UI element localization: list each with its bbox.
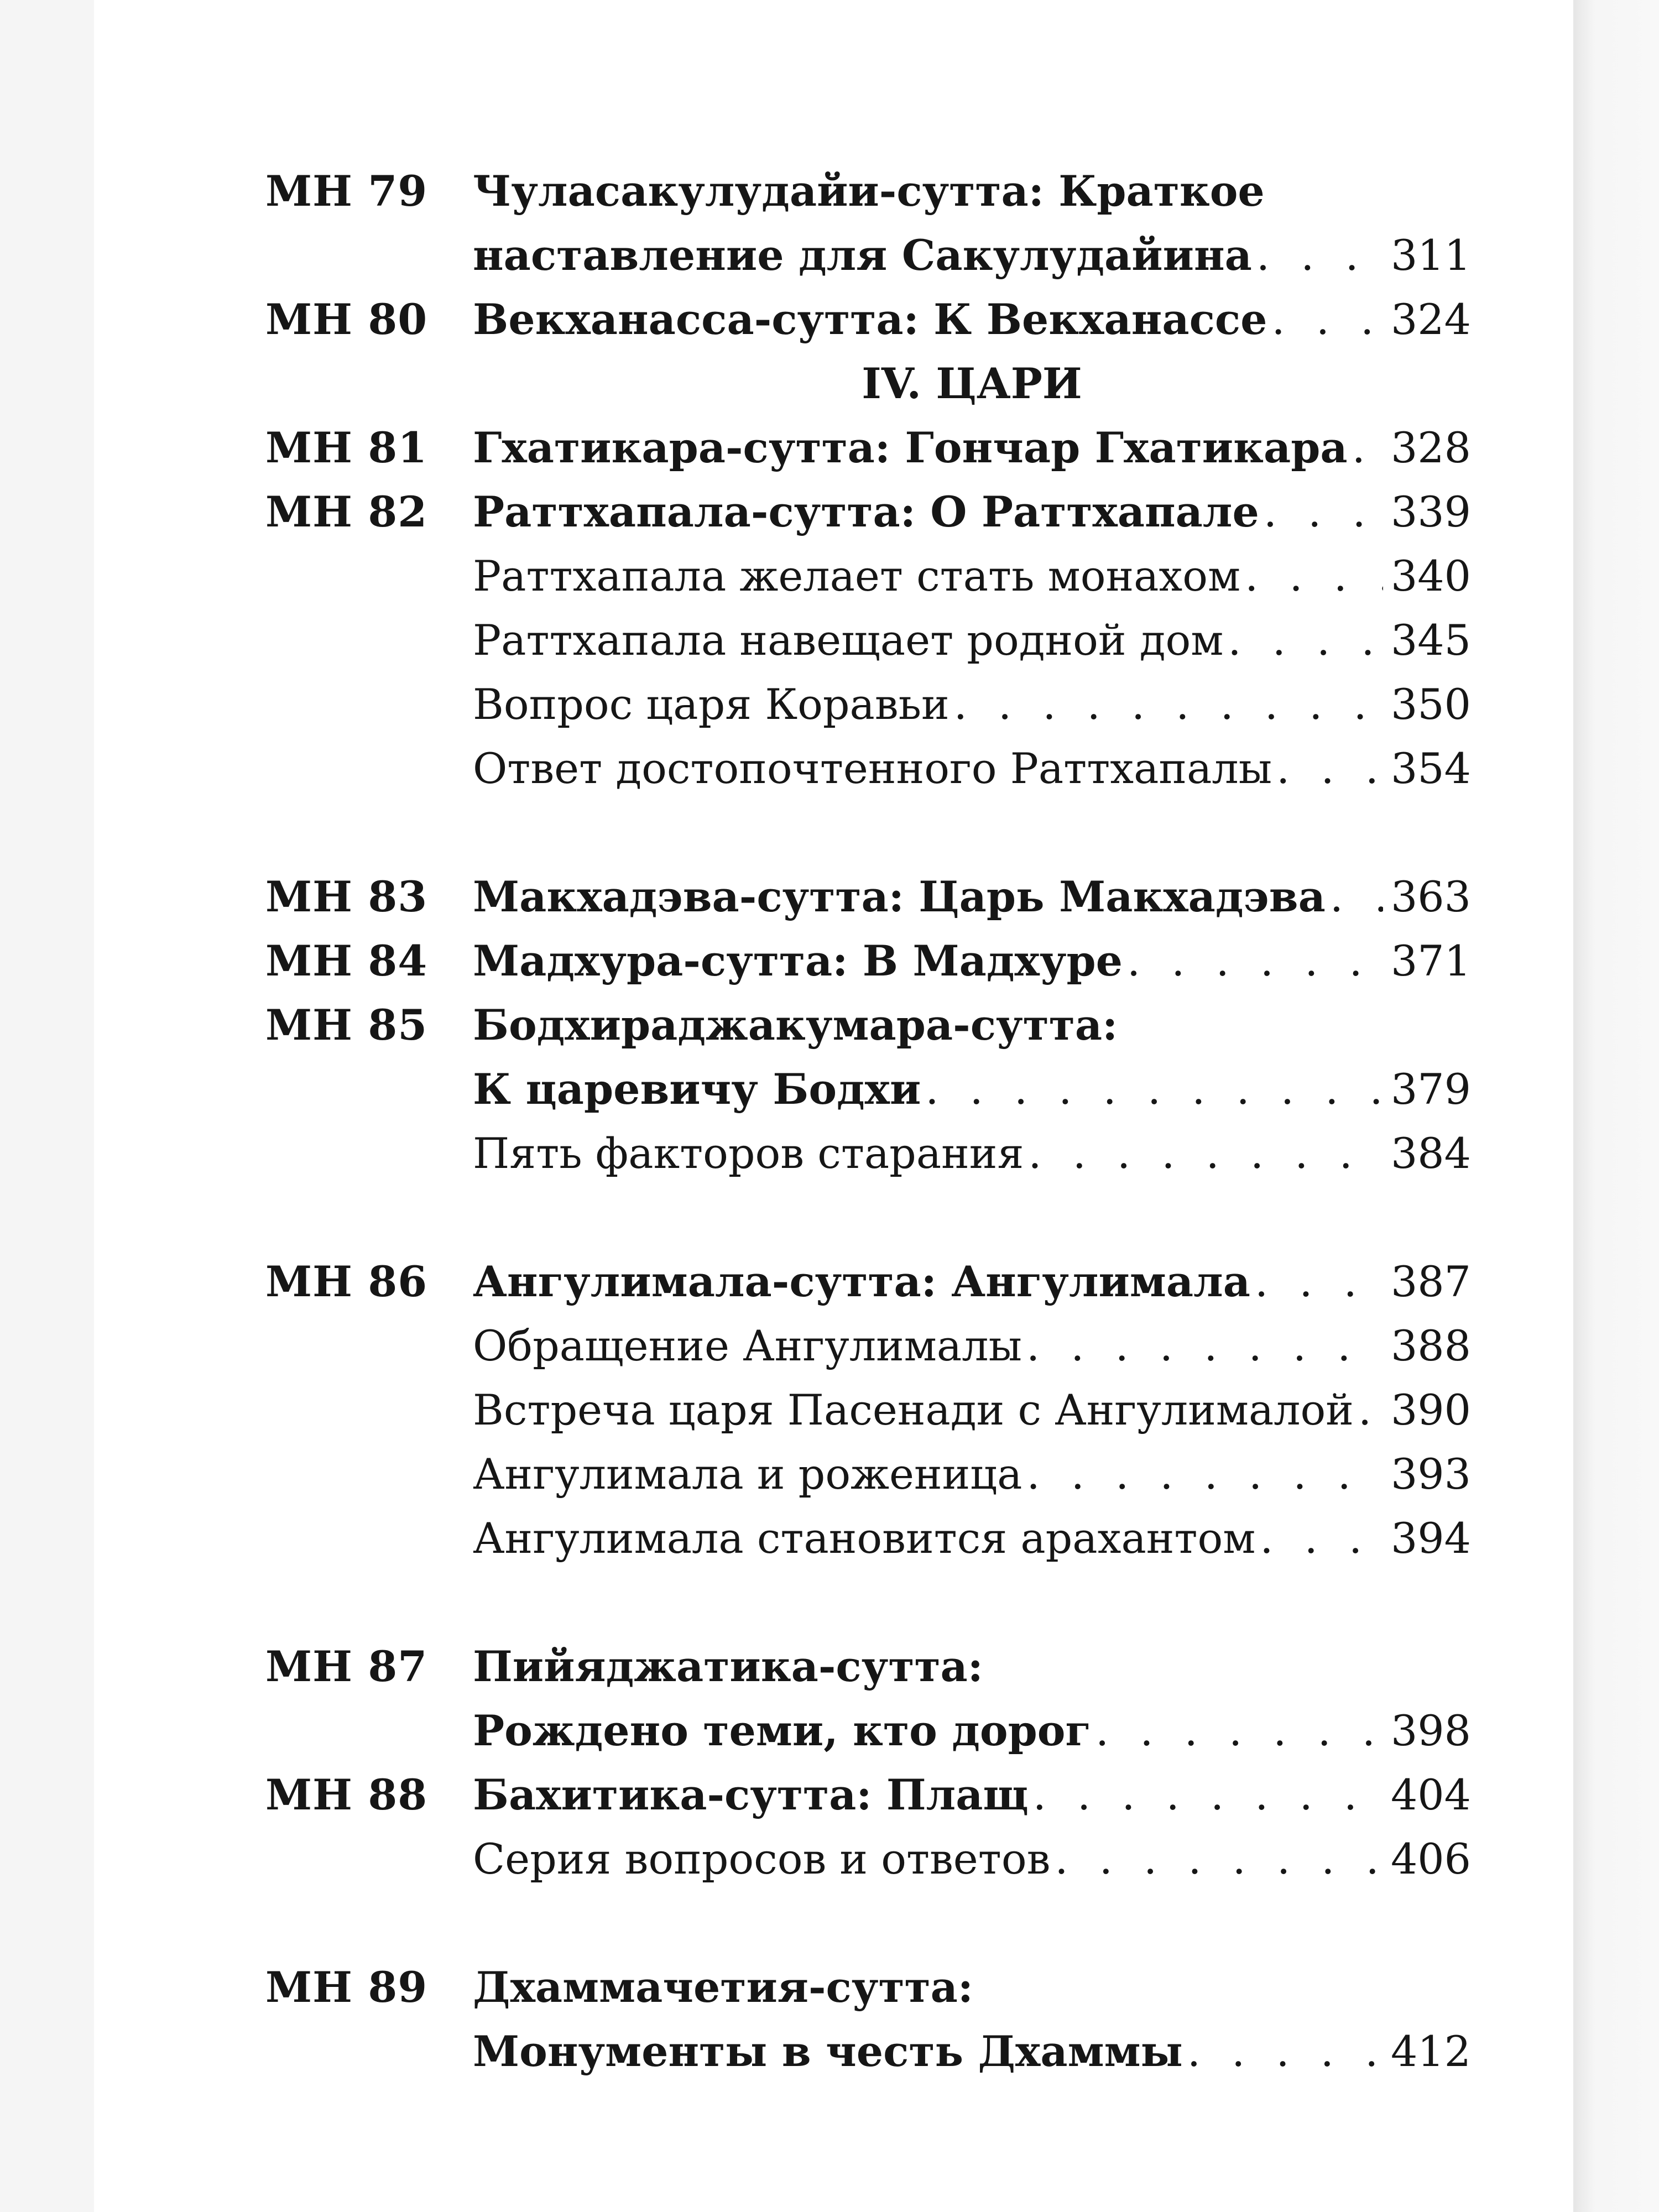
toc-entry[interactable]	[265, 160, 1471, 225]
toc-entry[interactable]	[265, 930, 1471, 994]
dot-leader	[1095, 1710, 1383, 1752]
toc-entry[interactable]	[265, 994, 1471, 1058]
page-number: 371	[1390, 936, 1471, 985]
sutta-code: МН 88	[265, 1770, 428, 1819]
toc-entry-continuation[interactable]	[265, 1700, 1471, 1764]
dot-leader	[1352, 427, 1383, 469]
dot-leader	[1187, 2031, 1383, 2073]
toc-subentry[interactable]	[265, 738, 1471, 802]
subentry-title: Раттхапала желает стать монахом	[473, 551, 1241, 601]
section-gap	[265, 1187, 1471, 1251]
toc-entry[interactable]	[265, 866, 1471, 930]
dot-leader	[1055, 1838, 1383, 1880]
dot-leader	[1276, 748, 1383, 790]
entry-title: Монументы в честь Дхаммы	[473, 2027, 1183, 2076]
toc-line	[473, 295, 1471, 344]
dot-leader	[1255, 1261, 1383, 1303]
subentry-title: Ангулимала и роженица	[473, 1449, 1022, 1499]
toc-subentry[interactable]	[265, 1507, 1471, 1572]
toc-line	[473, 1706, 1471, 1755]
section-gap	[265, 1892, 1471, 1957]
dot-leader	[1028, 1133, 1383, 1175]
toc-entry[interactable]	[265, 289, 1471, 353]
dot-leader	[1127, 940, 1383, 982]
toc-line	[473, 1449, 1471, 1499]
page-number: 393	[1390, 1449, 1471, 1499]
page-number: 340	[1390, 551, 1471, 601]
toc-entry-continuation[interactable]	[265, 225, 1471, 289]
toc-subentry[interactable]	[265, 674, 1471, 738]
sutta-code: МН 81	[265, 423, 428, 472]
entry-title: Чуласакулудайи-сутта: Краткое	[473, 166, 1265, 216]
page-number: 379	[1390, 1065, 1471, 1114]
entry-title: Рождено теми, кто дорог	[473, 1706, 1091, 1755]
toc-subentry[interactable]	[265, 1315, 1471, 1379]
toc-entry[interactable]	[265, 1636, 1471, 1700]
dot-leader	[925, 1068, 1383, 1110]
sutta-code: МН 86	[265, 1257, 428, 1306]
page-number: 394	[1390, 1514, 1471, 1563]
toc-line	[473, 1385, 1471, 1434]
toc-subentry[interactable]	[265, 1379, 1471, 1443]
page-number: 387	[1390, 1257, 1471, 1306]
toc-entry-continuation[interactable]	[265, 2021, 1471, 2085]
toc-line	[473, 1000, 1471, 1050]
toc-line	[473, 1129, 1471, 1178]
entry-title: Бахитика-сутта: Плащ	[473, 1770, 1029, 1819]
entry-title: Мадхура-сутта: В Мадхуре	[473, 936, 1123, 985]
toc-line	[473, 744, 1471, 793]
page-right-edge	[1573, 0, 1659, 2212]
sutta-code: МН 83	[265, 872, 428, 921]
subentry-title: Серия вопросов и ответов	[473, 1834, 1051, 1884]
table-of-contents	[265, 160, 1471, 2085]
entry-title: Векханасса-сутта: К Векханассе	[473, 295, 1267, 344]
entry-title: Раттхапала-сутта: О Раттхапале	[473, 487, 1259, 536]
entry-title: Ангулимала-сутта: Ангулимала	[473, 1257, 1250, 1306]
sutta-code: МН 79	[265, 166, 428, 216]
dot-leader	[1026, 1325, 1383, 1367]
toc-line	[473, 1642, 1471, 1691]
toc-entry[interactable]	[265, 1957, 1471, 2021]
sutta-code: МН 85	[265, 1000, 428, 1050]
toc-subentry[interactable]	[265, 1443, 1471, 1507]
page-number: 384	[1390, 1129, 1471, 1178]
dot-leader	[1260, 1517, 1383, 1559]
subentry-title: Обращение Ангулималы	[473, 1321, 1022, 1370]
toc-line	[473, 166, 1471, 216]
sutta-code: МН 89	[265, 1963, 428, 2012]
sutta-code: МН 80	[265, 295, 428, 344]
page-number: 324	[1390, 295, 1471, 344]
page-number: 398	[1390, 1706, 1471, 1755]
toc-line	[473, 231, 1471, 280]
toc-subentry[interactable]	[265, 1828, 1471, 1892]
dot-leader	[1026, 1453, 1383, 1495]
dot-leader	[1272, 299, 1383, 341]
page-number: 390	[1390, 1385, 1471, 1434]
entry-title: Макхадэва-сутта: Царь Макхадэва	[473, 872, 1326, 921]
dot-leader	[1358, 1389, 1383, 1431]
toc-entry[interactable]	[265, 417, 1471, 481]
section-heading-text: IV. ЦАРИ	[862, 359, 1082, 408]
page-left-margin	[0, 0, 94, 2212]
dot-leader	[1264, 491, 1383, 533]
page-number: 412	[1390, 2027, 1471, 2076]
toc-line	[473, 551, 1471, 601]
subentry-title: Встреча царя Пасенади с Ангулималой	[473, 1385, 1354, 1434]
section-heading	[265, 353, 1471, 417]
page-number: 388	[1390, 1321, 1471, 1370]
toc-line	[473, 615, 1471, 665]
toc-entry[interactable]	[265, 1251, 1471, 1315]
toc-line	[473, 1065, 1471, 1114]
sutta-code: МН 82	[265, 487, 428, 536]
sutta-code: МН 87	[265, 1642, 428, 1691]
subentry-title: Пять факторов старания	[473, 1129, 1024, 1178]
toc-line	[473, 680, 1471, 729]
page-number: 363	[1390, 872, 1471, 921]
toc-line	[473, 487, 1471, 536]
toc-line	[473, 1963, 1471, 2012]
toc-line	[473, 1770, 1471, 1819]
toc-entry[interactable]	[265, 481, 1471, 545]
dot-leader	[1256, 234, 1383, 276]
page-number: 311	[1390, 231, 1471, 280]
page-number: 354	[1390, 744, 1471, 793]
dot-leader	[1228, 619, 1383, 661]
page-number: 404	[1390, 1770, 1471, 1819]
sutta-code: МН 84	[265, 936, 428, 985]
toc-line	[473, 1514, 1471, 1563]
toc-subentry[interactable]	[265, 545, 1471, 609]
entry-title: Дхаммачетия-сутта:	[473, 1963, 973, 2012]
toc-subentry[interactable]	[265, 1123, 1471, 1187]
dot-leader	[1330, 876, 1383, 918]
toc-subentry[interactable]	[265, 609, 1471, 674]
entry-title: Пийяджатика-сутта:	[473, 1642, 983, 1691]
toc-line	[473, 872, 1471, 921]
subentry-title: Ответ достопочтенного Раттхапалы	[473, 744, 1272, 793]
page-number: 350	[1390, 680, 1471, 729]
dot-leader	[1033, 1774, 1383, 1816]
page-number: 345	[1390, 615, 1471, 665]
toc-line	[473, 1834, 1471, 1884]
subentry-title: Раттхапала навещает родной дом	[473, 615, 1224, 665]
section-gap	[265, 802, 1471, 866]
toc-entry-continuation[interactable]	[265, 1058, 1471, 1123]
toc-entry[interactable]	[265, 1764, 1471, 1828]
toc-line	[473, 936, 1471, 985]
toc-line	[473, 1257, 1471, 1306]
entry-title: Бодхираджакумара-сутта:	[473, 1000, 1118, 1050]
page-number: 406	[1390, 1834, 1471, 1884]
toc-line	[473, 423, 1471, 472]
subentry-title: Ангулимала становится арахантом	[473, 1514, 1256, 1563]
toc-line	[473, 1321, 1471, 1370]
entry-title: К царевичу Бодхи	[473, 1065, 921, 1114]
subentry-title: Вопрос царя Коравьи	[473, 680, 950, 729]
dot-leader	[1245, 555, 1383, 597]
entry-title: Гхатикара-сутта: Гончар Гхатикара	[473, 423, 1348, 472]
page-number: 339	[1390, 487, 1471, 536]
page-number: 328	[1390, 423, 1471, 472]
section-gap	[265, 1572, 1471, 1636]
entry-title: наставление для Сакулудайина	[473, 231, 1252, 280]
dot-leader	[954, 684, 1383, 726]
toc-line	[473, 2027, 1471, 2076]
